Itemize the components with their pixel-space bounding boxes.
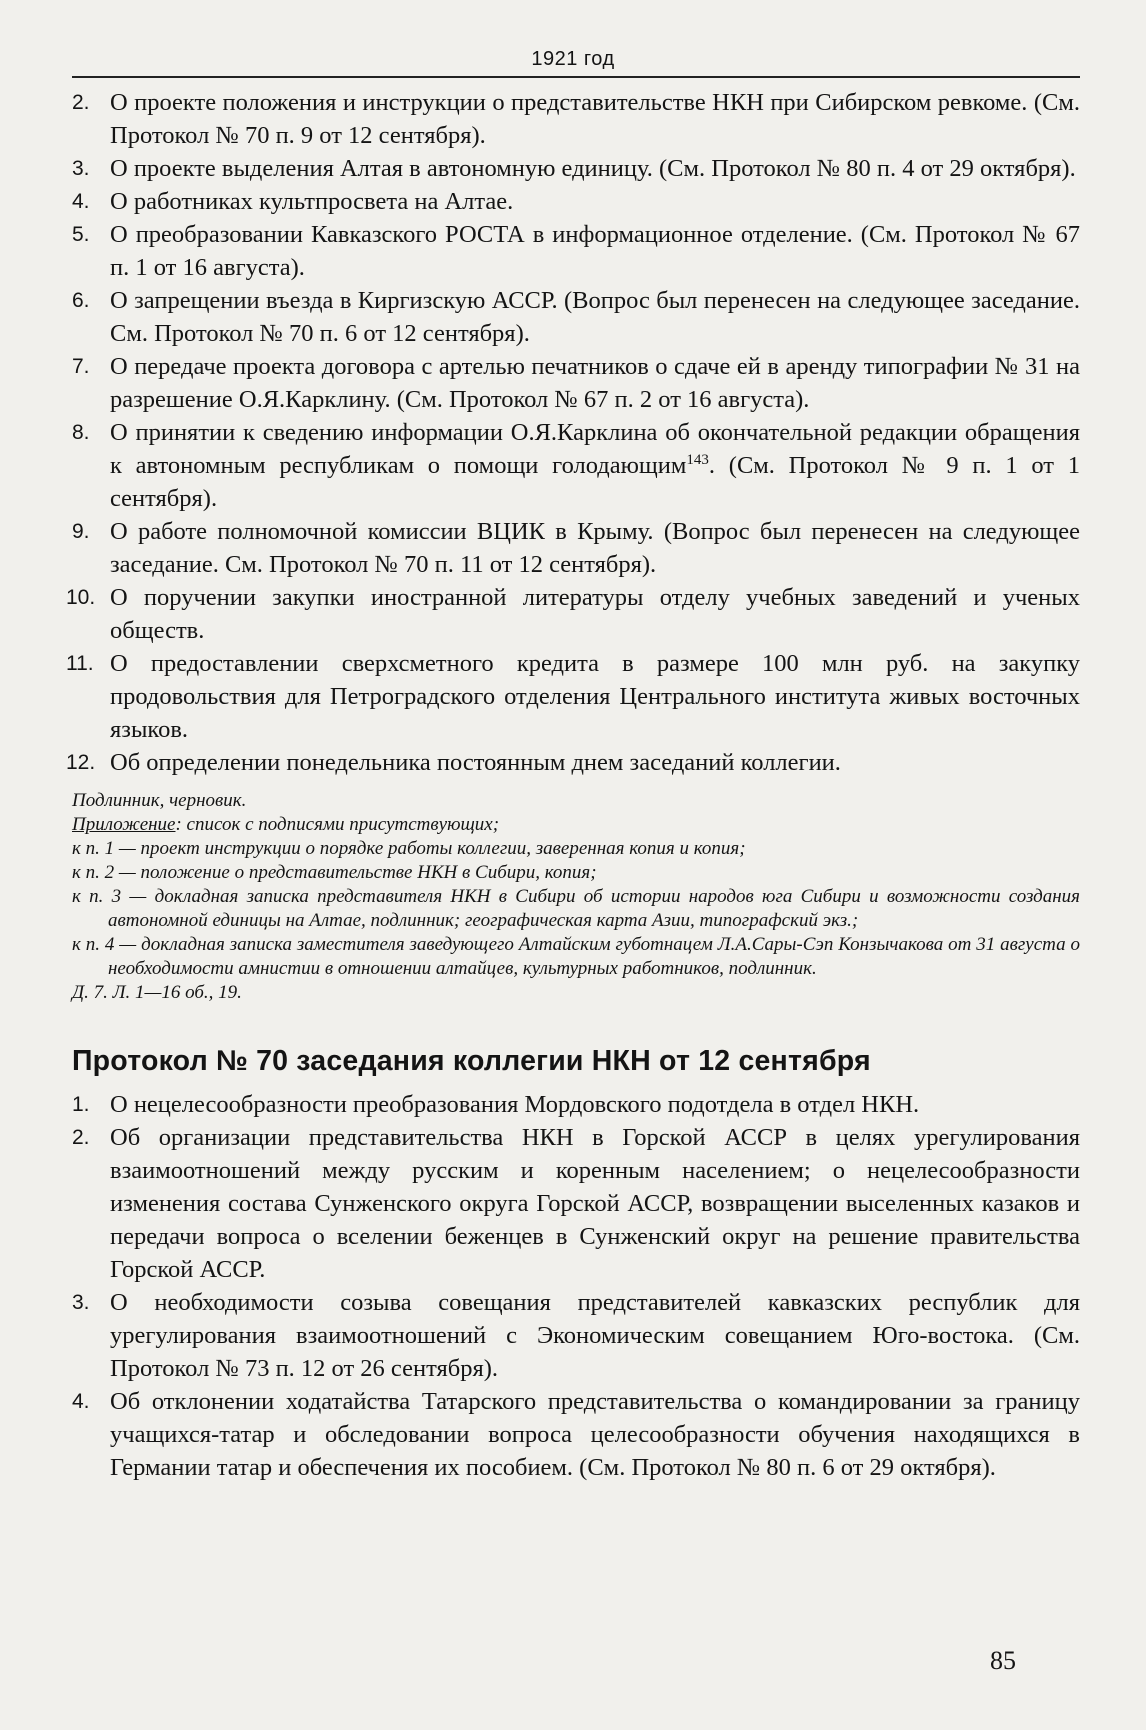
archival-notes — [72, 789, 1080, 1005]
item-text: Об организации представительства НКН в Горской АССР в целях урегулирования взаимоотношений между русским и коренным населением; о нецелесообразности изменения состава Сунженского округа Горской АССР, возвращении выселенных казаков и передачи вопроса о вселении беженцев в Сунженский округ на решение правительства Горской АССР. — [110, 1124, 1080, 1283]
appendix-label: Приложение — [72, 814, 176, 835]
original-note: Подлинник, черновик. — [72, 790, 247, 811]
item-number: 2. — [72, 1126, 90, 1149]
item-text: О передаче проекта договора с артелью печатников о сдаче ей в аренду типографии № 31 на разрешение О.Я.Карклину. (См. Протокол № 67 п. 2 от 16 августа). — [110, 353, 1080, 413]
protocol-heading: Протокол № 70 заседания коллегии НКН от 12 сентября — [72, 1045, 871, 1077]
item-text: О поручении закупки иностранной литературы отделу учебных заведений и ученых обществ. — [110, 584, 1080, 644]
list-item — [72, 152, 1080, 185]
appendix-line — [72, 813, 1080, 837]
item-text: О работе полномочной комиссии ВЦИК в Крыму. (Вопрос был перенесен на следующее заседание. См. Протокол № 70 п. 11 от 12 сентября). — [110, 518, 1080, 578]
item-text: О принятии к сведению информации О.Я.Карклина об окончательной редакции обращения к автономным республикам о помощи голодающим — [110, 419, 1080, 479]
item-number: 12. — [66, 751, 96, 774]
list-item — [72, 1121, 1080, 1286]
archive-reference: Д. 7. Л. 1—16 об., 19. — [72, 982, 242, 1003]
footnote-ref[interactable]: 143 — [686, 451, 709, 468]
item-text: Об отклонении ходатайства Татарского представительства о командировании за границу учащихся-татар и обследовании вопроса целесообразности обучения находящихся в Германии татар и обеспечения их пособием. (См. Протокол № 80 п. 6 от 29 октября). — [110, 1388, 1080, 1481]
item-text-cont: . (См. Протокол № 9 п. 1 от 1 сентября). — [110, 452, 1080, 512]
item-number: 2. — [72, 91, 90, 114]
item-number: 11. — [66, 652, 94, 675]
page-number: 85 — [990, 1646, 1016, 1675]
item-number: 5. — [72, 223, 90, 246]
list-item — [72, 416, 1080, 515]
attachment-note: к п. 2 — положение о представительстве НКН в Сибири, копия; — [72, 862, 597, 883]
appendix-text: : список с подписями присутствующих; — [175, 814, 500, 835]
list-item — [72, 515, 1080, 581]
agenda-list-protocol-70 — [72, 1088, 1080, 1484]
list-item — [66, 581, 1080, 647]
item-text: О нецелесообразности преобразования Мордовского подотдела в отдел НКН. — [110, 1091, 920, 1118]
list-item — [72, 1385, 1080, 1484]
running-header: 1921 год — [531, 48, 615, 70]
attachment-note: к п. 3 — докладная записка представителя НКН в Сибири об истории народов юга Сибири и возможности создания автономной единицы на Алтае, подлинник; географическая карта Азии, типографский экз.; — [72, 886, 1080, 931]
item-number: 6. — [72, 289, 90, 312]
item-number: 3. — [72, 157, 90, 180]
list-item — [72, 1286, 1080, 1385]
item-text: О преобразовании Кавказского РОСТА в информационное отделение. (См. Протокол № 67 п. 1 от 16 августа). — [110, 221, 1080, 281]
item-number: 10. — [66, 586, 96, 609]
list-item — [72, 350, 1080, 416]
item-number: 4. — [72, 190, 90, 213]
item-text: О необходимости созыва совещания представителей кавказских республик для урегулирования взаимоотношений с Экономическим совещанием Юго-востока. (См. Протокол № 73 п. 12 от 26 сентября). — [110, 1289, 1080, 1382]
item-text: Об определении понедельника постоянным днем заседаний коллегии. — [110, 749, 841, 776]
item-number: 3. — [72, 1291, 90, 1314]
list-item — [72, 86, 1080, 152]
header-rule — [72, 76, 1080, 78]
item-text: О проекте выделения Алтая в автономную единицу. (См. Протокол № 80 п. 4 от 29 октября). — [110, 155, 1076, 182]
page-body — [66, 86, 1080, 1484]
list-item — [72, 185, 1080, 218]
list-item — [72, 284, 1080, 350]
attachment-note: к п. 4 — докладная записка заместителя заведующего Алтайским губотнацем Л.А.Сары-Сэп Конзычакова от 31 августа о необходимости амнистии в отношении алтайцев, культурных работников, подлинник. — [72, 934, 1080, 979]
item-number: 8. — [72, 421, 90, 444]
list-item — [66, 746, 1080, 779]
item-number: 9. — [72, 520, 90, 543]
item-text: О проекте положения и инструкции о представительстве НКН при Сибирском ревкоме. (См. Протокол № 70 п. 9 от 12 сентября). — [110, 89, 1080, 149]
list-item — [72, 1088, 1080, 1121]
agenda-list-previous — [66, 86, 1080, 779]
item-number: 4. — [72, 1390, 90, 1413]
list-item — [72, 218, 1080, 284]
attachment-note: к п. 1 — проект инструкции о порядке работы коллегии, заверенная копия и копия; — [72, 838, 746, 859]
item-text: О предоставлении сверхсметного кредита в размере 100 млн руб. на закупку продовольствия для Петроградского отделения Центрального института живых восточных языков. — [110, 650, 1080, 743]
item-text: О работниках культпросвета на Алтае. — [110, 188, 514, 215]
item-number: 7. — [72, 355, 90, 378]
item-text: О запрещении въезда в Киргизскую АССР. (Вопрос был перенесен на следующее заседание. См. Протокол № 70 п. 6 от 12 сентября). — [110, 287, 1080, 347]
list-item — [66, 647, 1080, 746]
item-number: 1. — [72, 1093, 90, 1116]
